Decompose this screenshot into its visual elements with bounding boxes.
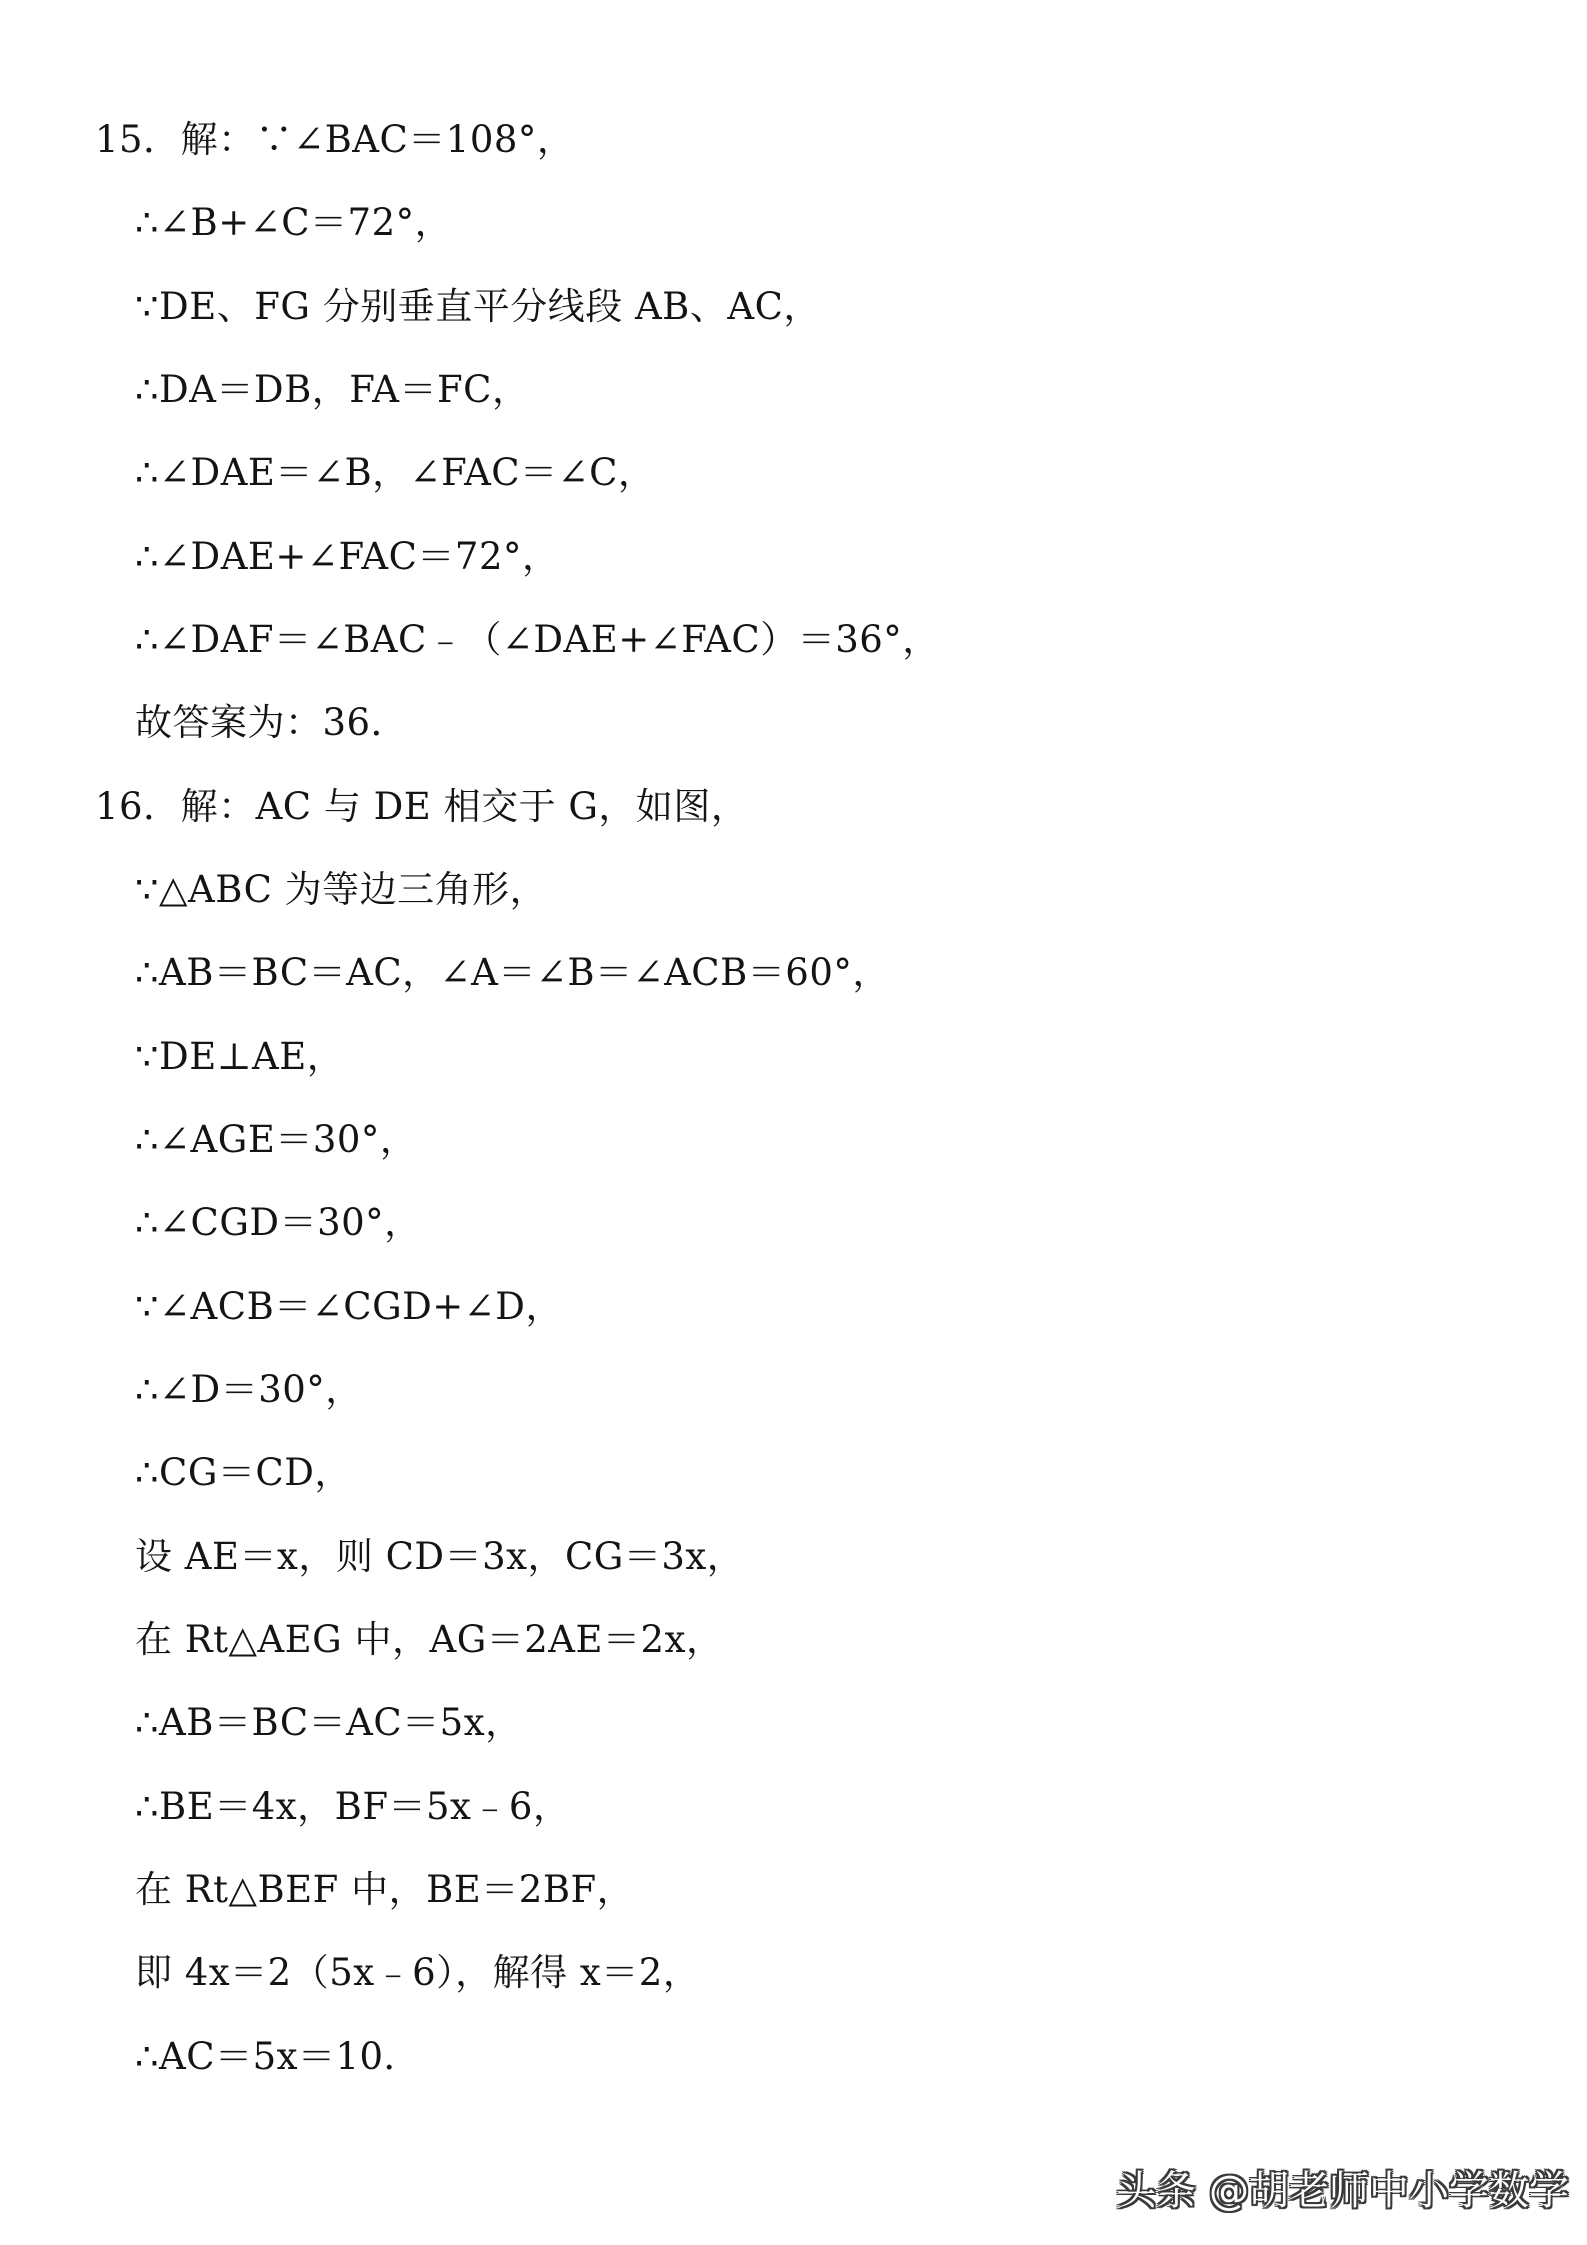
solution-16-step: ∴∠AGE＝30°， xyxy=(135,1118,418,1161)
solution-16-step: ∴∠CGD＝30°， xyxy=(135,1201,422,1244)
solution-15-heading: 15．解：∵∠BAC＝108°， xyxy=(95,118,575,161)
solution-16-step: 设 AE＝x，则 CD＝3x，CG＝3x， xyxy=(135,1535,745,1578)
solution-16-step: ∵∠ACB＝∠CGD+∠D， xyxy=(135,1285,563,1328)
solution-16-answer: ∴AC＝5x＝10． xyxy=(135,2035,422,2078)
solution-16-step: ∴CG＝CD， xyxy=(135,1451,352,1494)
watermark: 头条 @胡老师中小学数学 xyxy=(1116,2168,1569,2214)
solution-16-step: ∴∠D＝30°， xyxy=(135,1368,363,1411)
solution-16-step: ∴BE＝4x，BF＝5x﹣6， xyxy=(135,1785,571,1828)
solution-15-step: ∴∠DAE＝∠B，∠FAC＝∠C， xyxy=(135,451,656,494)
solution-15-step: ∴DA＝DB，FA＝FC， xyxy=(135,368,530,411)
solution-16-step: 即 4x＝2（5x﹣6），解得 x＝2， xyxy=(135,1951,701,1994)
solution-16-step: ∴AB＝BC＝AC＝5x， xyxy=(135,1701,523,1744)
solution-16-heading: 16．解：AC 与 DE 相交于 G，如图， xyxy=(95,785,749,828)
solution-15-step: ∴∠DAF＝∠BAC﹣（∠DAE+∠FAC）＝36°， xyxy=(135,618,940,661)
solution-15-step: ∴∠B+∠C＝72°， xyxy=(135,201,453,244)
solution-16-step: ∵△ABC 为等边三角形， xyxy=(135,868,548,911)
solution-15-step: ∵DE、FG 分别垂直平分线段 AB、AC， xyxy=(135,285,821,328)
solution-16-step: ∴AB＝BC＝AC，∠A＝∠B＝∠ACB＝60°， xyxy=(135,951,890,994)
solution-16-step: 在 Rt△AEG 中，AG＝2AE＝2x， xyxy=(135,1618,724,1661)
solution-15-answer: 故答案为：36． xyxy=(135,701,409,744)
solution-16-step: ∵DE⊥AE， xyxy=(135,1035,345,1078)
solution-16-step: 在 Rt△BEF 中，BE＝2BF， xyxy=(135,1868,635,1911)
solution-15-step: ∴∠DAE+∠FAC＝72°， xyxy=(135,535,560,578)
